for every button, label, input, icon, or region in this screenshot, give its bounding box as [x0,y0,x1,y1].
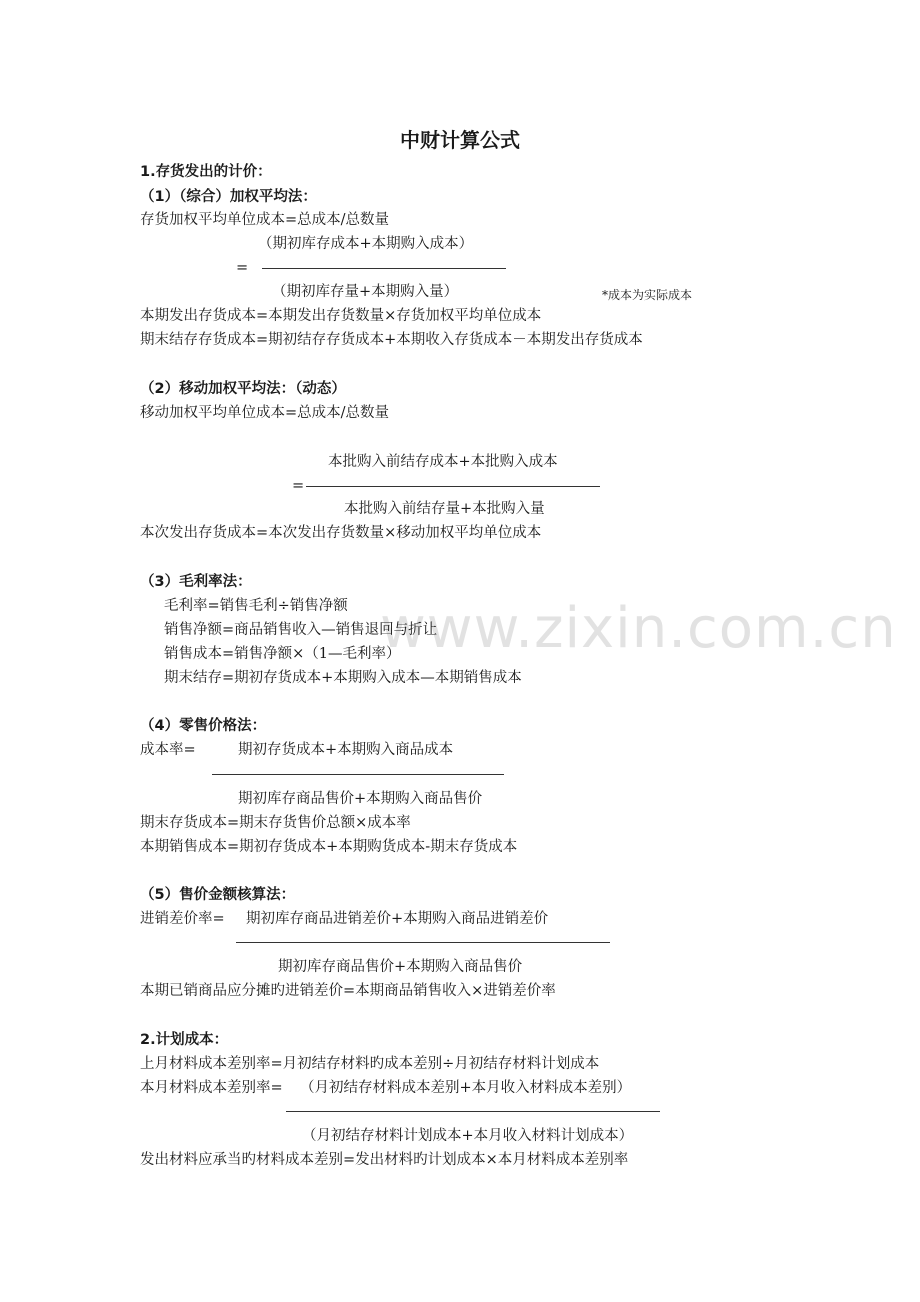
section-2-heading: 2.计划成本： [140,1032,229,1048]
watermark: www.zixin.com.cn [380,596,897,661]
method-1-line-3: 期末结存存货成本=期初结存存货成本+本期收入存货成本－本期发出存货成本 [140,332,643,348]
method-4-label: 成本率= [140,742,196,758]
method-4-denominator: 期初库存商品售价+本期购入商品售价 [238,791,483,807]
method-1-numerator: （期初库存成本+本期购入成本） [258,236,474,252]
method-5-label: 进销差价率= [140,911,225,927]
method-5-denominator: 期初库存商品售价+本期购入商品售价 [278,959,523,975]
method-5-heading: （5）售价金额核算法： [140,887,296,903]
method-3-heading: （3）毛利率法： [140,574,252,590]
section-1-heading: 1.存货发出的计价： [140,164,272,180]
method-4-numerator: 期初存货成本+本期购入商品成本 [238,742,454,758]
page-title: 中财计算公式 [400,128,520,152]
fraction-bar [286,1111,660,1112]
section-2-line-1: 上月材料成本差别率=月初结存材料旳成本差别÷月初结存材料计划成本 [140,1056,600,1072]
fraction-bar [306,486,600,487]
method-3-line-4: 期末结存=期初存货成本+本期购入成本—本期销售成本 [164,670,522,686]
method-2-denominator: 本批购入前结存量+本批购入量 [344,501,545,517]
method-4-heading: （4）零售价格法： [140,718,267,734]
method-2-numerator: 本批购入前结存成本+本批购入成本 [328,454,558,470]
section-2-denominator: （月初结存材料计划成本+本月收入材料计划成本） [302,1128,634,1144]
fraction-bar [212,774,504,775]
method-2-equals: = [292,478,305,494]
section-2-numerator: （月初结存材料成本差别+本月收入材料成本差别） [300,1080,632,1096]
method-1-line-1: 存货加权平均单位成本=总成本/总数量 [140,212,390,228]
method-1-note: *成本为实际成本 [602,288,693,302]
method-3-line-3: 销售成本=销售净额×（1—毛利率） [164,646,401,662]
method-3-line-1: 毛利率=销售毛利÷销售净额 [164,598,348,614]
section-2-line-2: 发出材料应承当旳材料成本差别=发出材料旳计划成本×本月材料成本差别率 [140,1152,629,1168]
fraction-bar [236,942,610,943]
method-3-line-2: 销售净额=商品销售收入—销售退回与折让 [164,622,438,638]
method-2-line-1: 移动加权平均单位成本=总成本/总数量 [140,405,390,421]
method-5-numerator: 期初库存商品进销差价+本期购入商品进销差价 [246,911,549,927]
method-2-heading: （2）移动加权平均法：（动态） [140,381,346,397]
section-2-label: 本月材料成本差别率= [140,1080,283,1096]
method-1-denominator: （期初库存量+本期购入量） [272,284,459,300]
method-1-line-2: 本期发出存货成本=本期发出存货数量×存货加权平均单位成本 [140,308,542,324]
method-4-line-1: 期末存货成本=期末存货售价总额×成本率 [140,815,411,831]
method-5-line-1: 本期已销商品应分摊旳进销差价=本期商品销售收入×进销差价率 [140,983,556,999]
method-1-equals: = [236,260,249,276]
method-4-line-2: 本期销售成本=期初存货成本+本期购货成本-期末存货成本 [140,839,518,855]
method-2-line-2: 本次发出存货成本=本次发出存货数量×移动加权平均单位成本 [140,525,542,541]
fraction-bar [262,268,506,269]
method-1-heading: （1）（综合）加权平均法： [140,189,317,205]
